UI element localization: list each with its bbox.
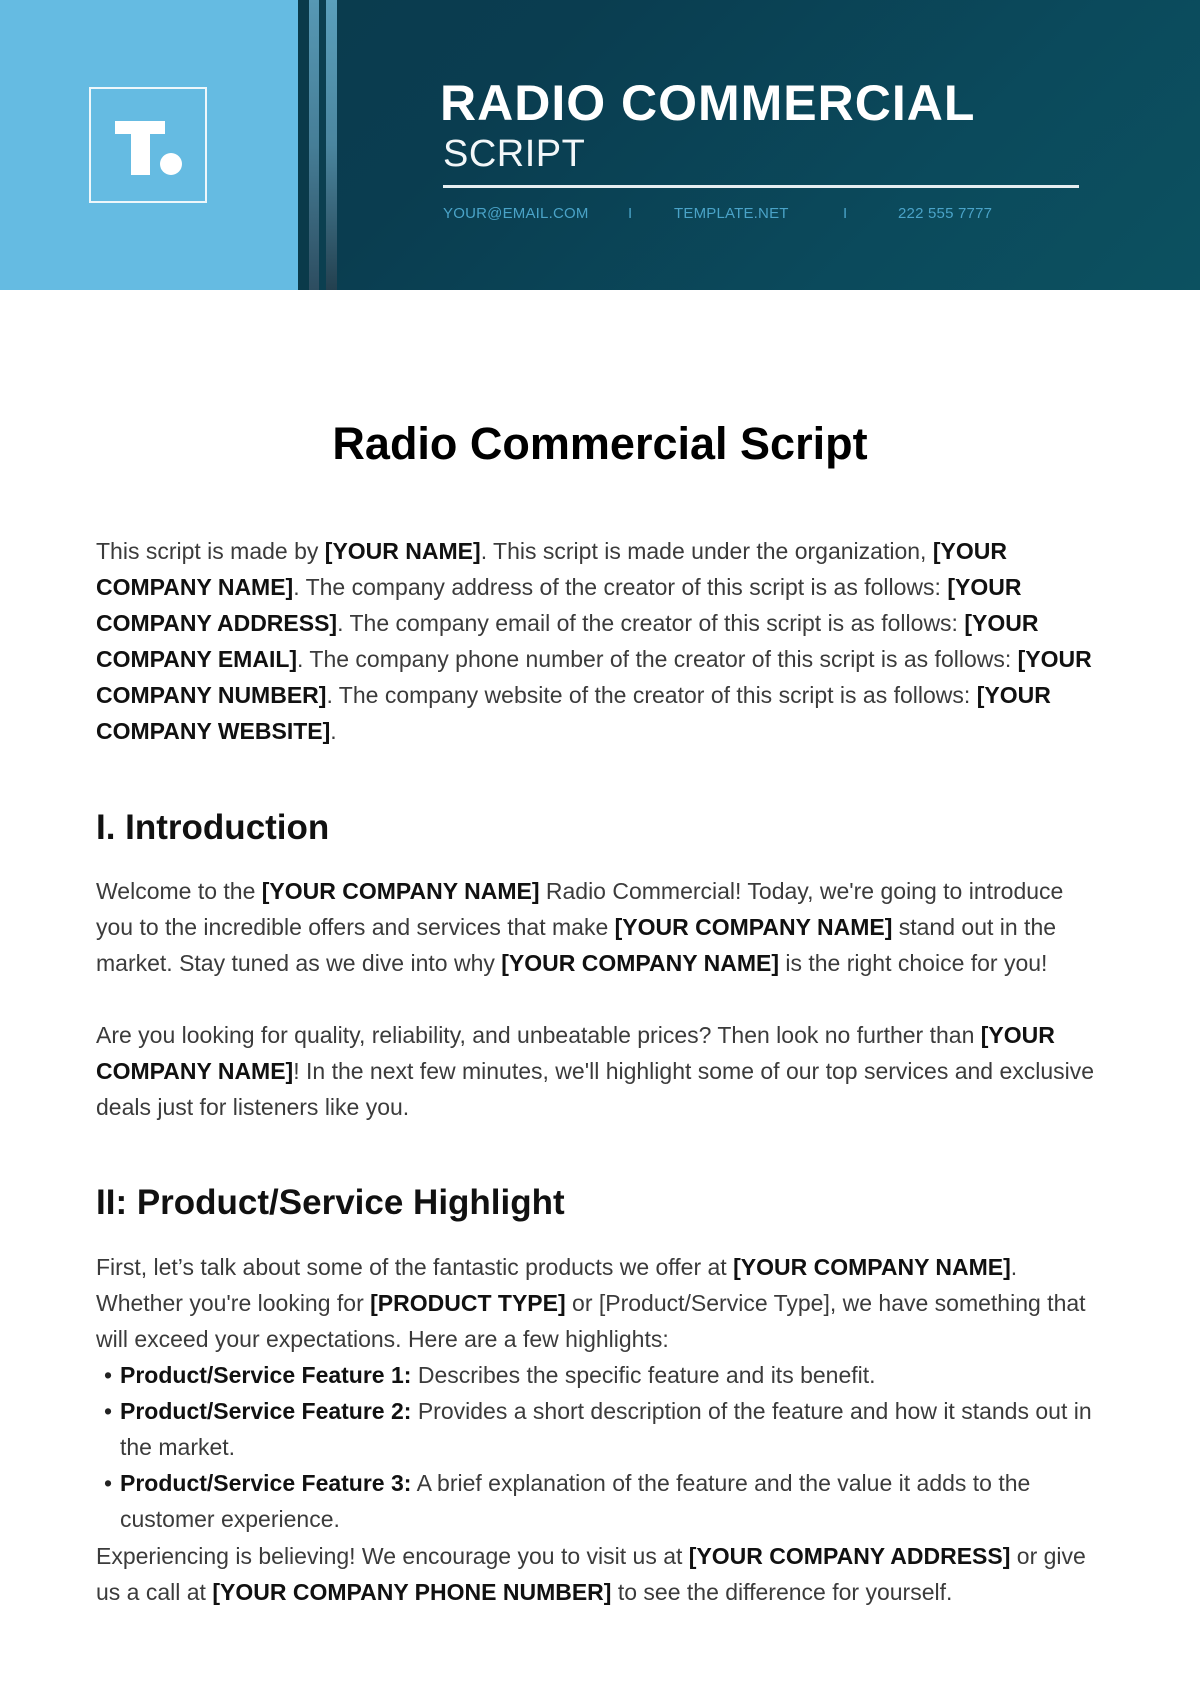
introduction-paragraph-2: Are you looking for quality, reliability, and unbeatable prices? Then look no further than [YOUR COMPANY NAME]! In the next few minutes, we'll highlight some of our top services and exclusive deals just for listeners like you. — [96, 1022, 1095, 1120]
placeholder-field: [YOUR COMPANY ADDRESS] — [96, 574, 1022, 636]
introduction-paragraph-1: Welcome to the [YOUR COMPANY NAME] Radio Commercial! Today, we're going to introduce you to the incredible offers and services that make [YOUR COMPANY NAME] stand out in the market. Stay tuned as we dive into why [YOUR COMPANY NAME] is the right choice for you! — [96, 878, 1064, 976]
placeholder-field: [PRODUCT TYPE] — [370, 1290, 566, 1316]
placeholder-field: [YOUR COMPANY PHONE NUMBER] — [212, 1579, 612, 1605]
section-heading-product-highlight: II: Product/Service Highlight — [96, 1183, 565, 1222]
logo-icon — [89, 87, 207, 203]
placeholder-field: [YOUR COMPANY ADDRESS] — [688, 1543, 1011, 1569]
placeholder-field: [YOUR COMPANY NAME] — [614, 914, 893, 940]
contact-phone: 222 555 7777 — [898, 205, 993, 222]
placeholder-field: [YOUR COMPANY NAME] — [261, 878, 540, 904]
placeholder-field: [YOUR NAME] — [324, 538, 481, 564]
feature-list-item: • Product/Service Feature 2: Provides a short description of the feature and how it stands out in the market. — [104, 1393, 1104, 1465]
placeholder-field: [YOUR COMPANY NUMBER] — [96, 646, 1092, 708]
feature-list — [104, 1357, 1104, 1537]
decorative-stripe — [298, 0, 309, 290]
header-title: RADIO COMMERCIAL — [440, 75, 976, 131]
section-heading-introduction: I. Introduction — [96, 808, 330, 847]
decorative-stripe — [309, 0, 319, 290]
header-subtitle: SCRIPT — [443, 133, 586, 175]
closing-paragraph: Experiencing is believing! We encourage you to visit us at [YOUR COMPANY ADDRESS] or give us a call at [YOUR COMPANY PHONE NUMBER] to see the difference for yourself. — [96, 1543, 1086, 1605]
header-banner — [0, 0, 1200, 290]
placeholder-field: [YOUR COMPANY NAME] — [733, 1254, 1011, 1280]
feature-list-item: • Product/Service Feature 3: A brief explanation of the feature and the value it adds to the customer experience. — [104, 1465, 1104, 1537]
decorative-stripe — [319, 0, 326, 290]
contact-separator: I — [843, 205, 848, 222]
placeholder-field: [YOUR COMPANY NAME] — [96, 538, 1007, 600]
placeholder-field: [YOUR COMPANY NAME] — [96, 1022, 1055, 1084]
logo-dot — [160, 153, 182, 175]
decorative-stripe — [326, 0, 337, 290]
contact-email[interactable]: YOUR@EMAIL.COM — [443, 205, 589, 222]
logo-panel — [0, 0, 298, 290]
document-title: Radio Commercial Script — [332, 418, 868, 469]
placeholder-field: [YOUR COMPANY WEBSITE] — [96, 682, 1051, 744]
logo-letter-t — [115, 121, 165, 175]
placeholder-field: [YOUR COMPANY EMAIL] — [96, 610, 1039, 672]
contact-separator: I — [628, 205, 633, 222]
feature-list-item: • Product/Service Feature 1: Describes the specific feature and its benefit. — [104, 1357, 1104, 1393]
placeholder-field: [YOUR COMPANY NAME] — [501, 950, 779, 976]
product-paragraph: First, let’s talk about some of the fantastic products we offer at [YOUR COMPANY NAME]. Whether you're looking for [PRODUCT TYPE] or [Product/Service Type], we have something that will exceed your expectations. Here are a few highlights: — [96, 1254, 1086, 1352]
header-divider — [443, 185, 1079, 188]
intro-paragraph: This script is made by [YOUR NAME]. This script is made under the organization, [YOUR COMPANY NAME]. The company address of the creator of this script is as follows: [YOUR COMPANY ADDRESS]. The company email of the creator of this script is as follows: [YOUR COMPANY EMAIL]. The company phone number of the creator of this script is as follows: [YOUR COMPANY NUMBER]. The company website of the creator of this script is as follows: [YOUR COMPANY WEBSITE]. — [96, 538, 1092, 744]
contact-website[interactable]: TEMPLATE.NET — [674, 205, 789, 222]
